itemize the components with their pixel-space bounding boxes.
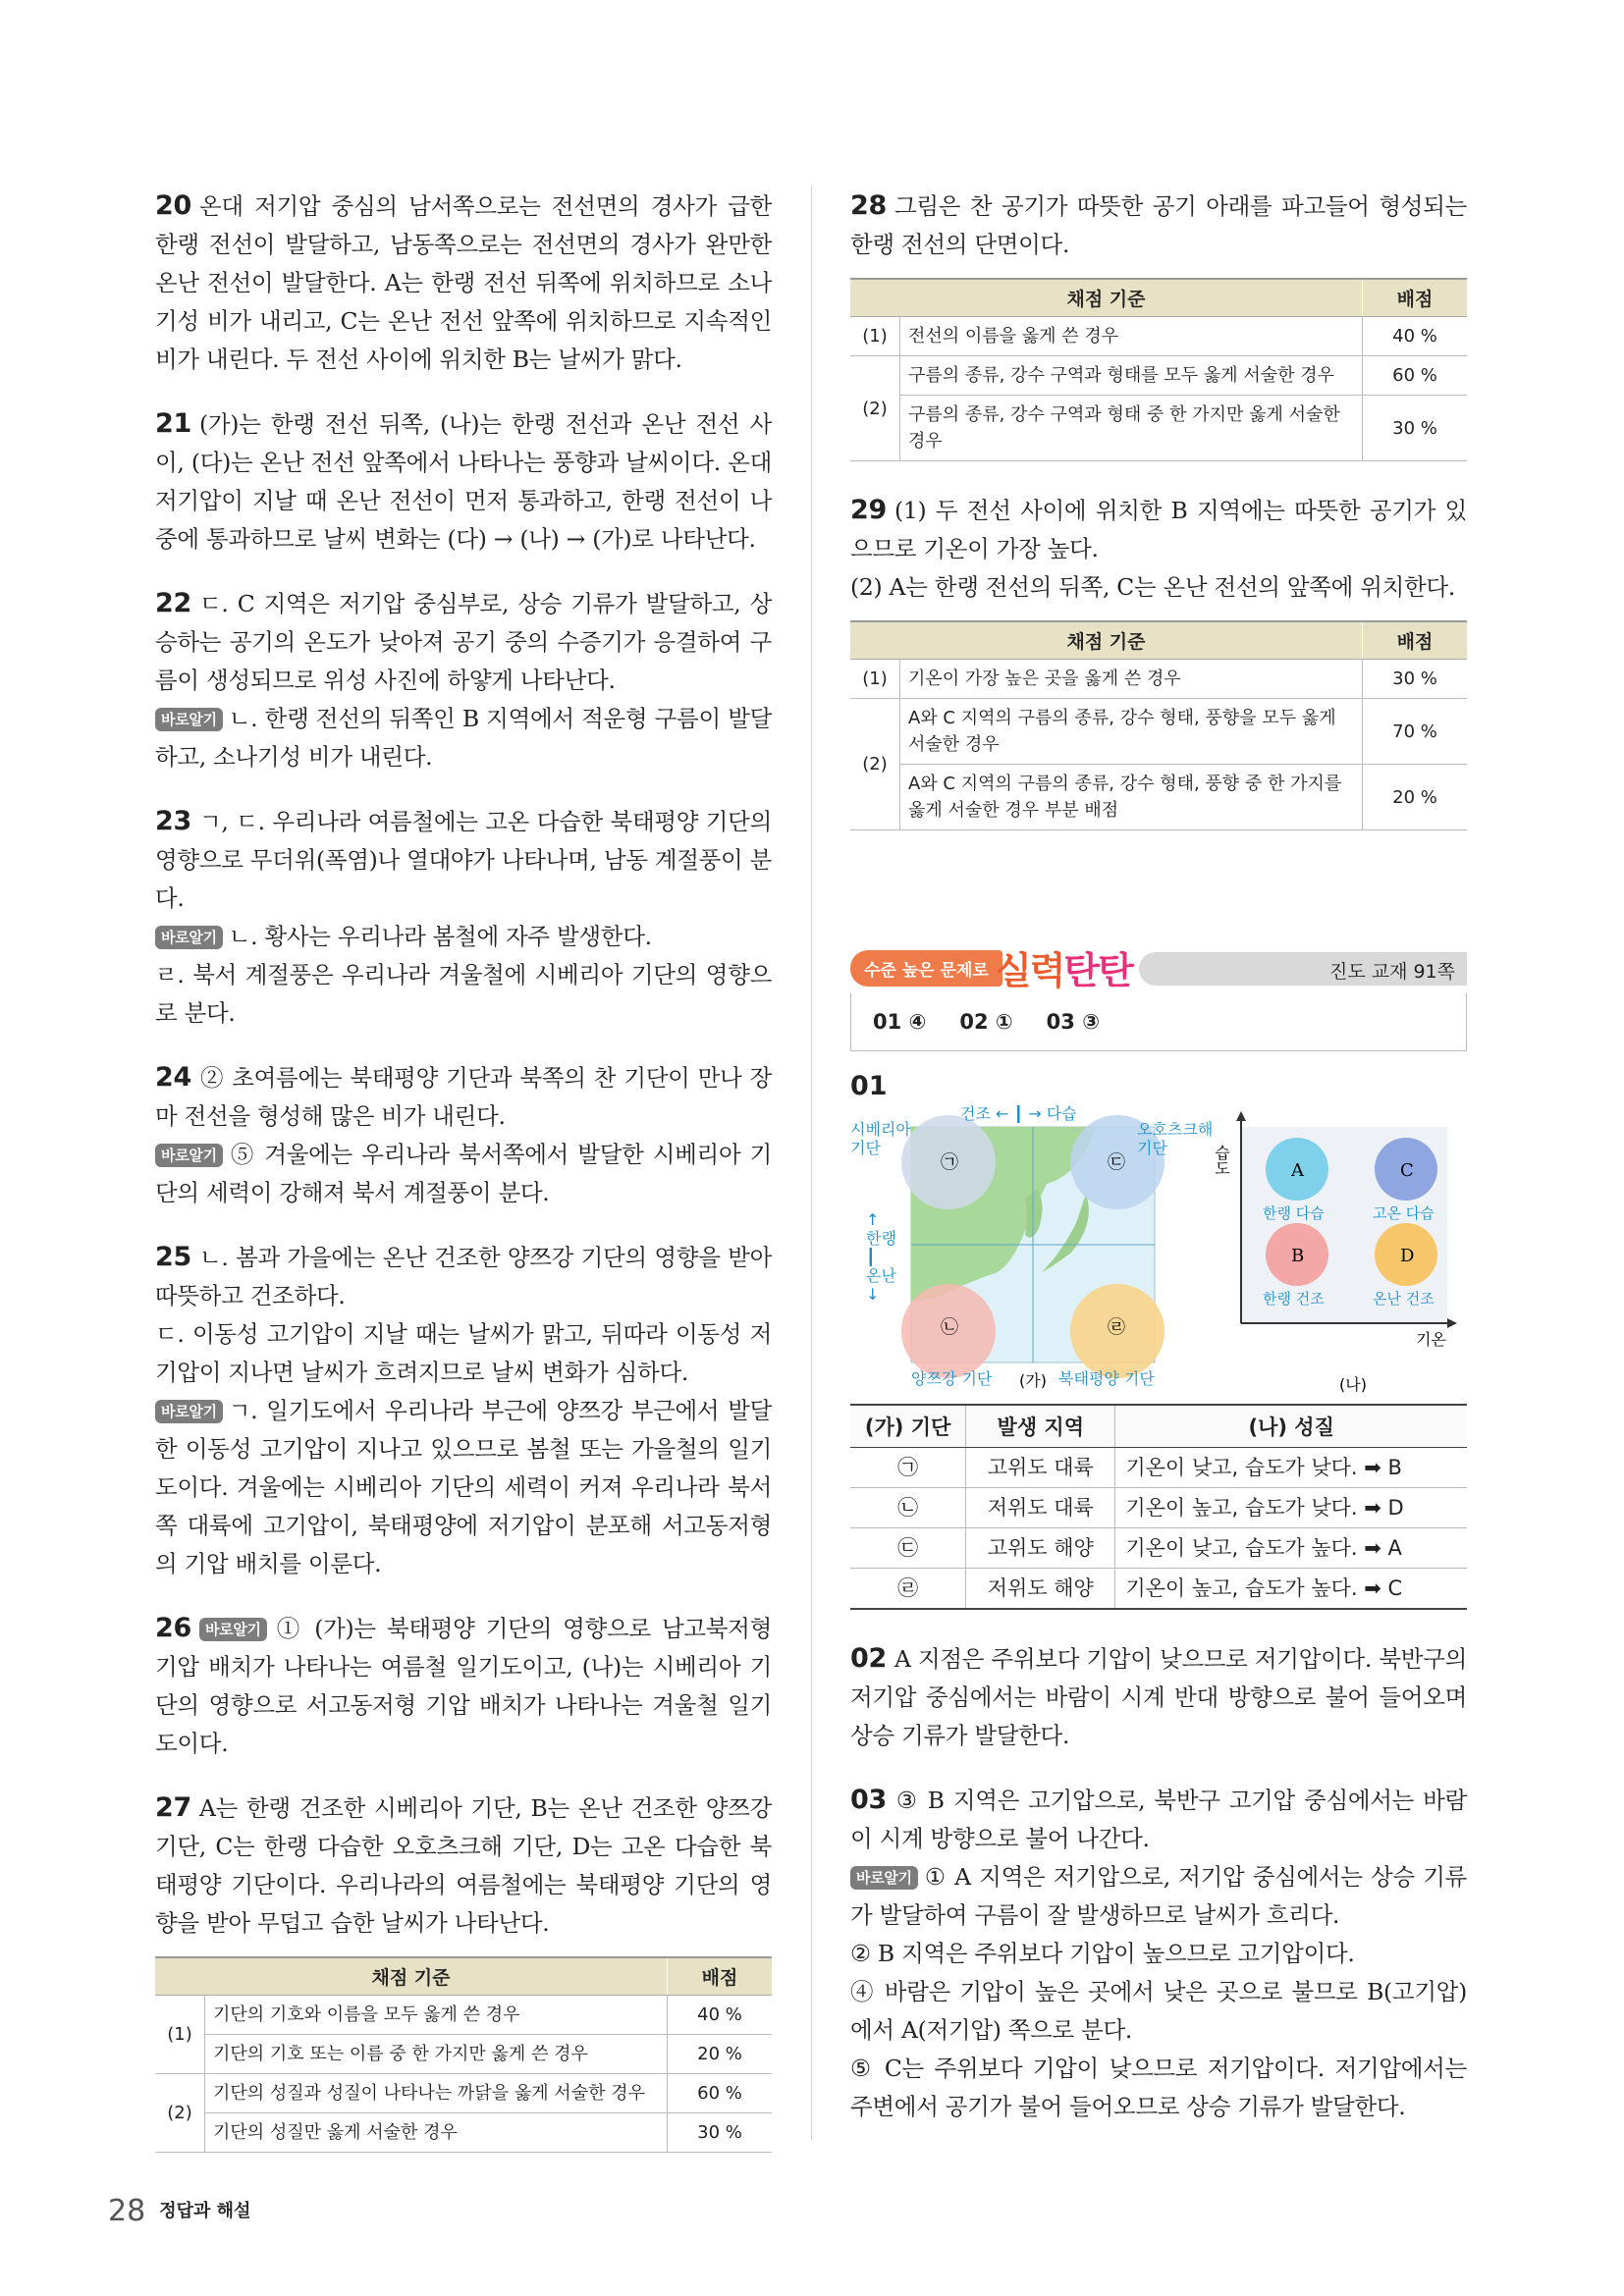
answer-text: ㄱ, ㄷ. 우리나라 여름철에는 고온 다습한 북태평양 기단의 영향으로 무더위(폭염)나 열대야가 나타나며, 남동 계절풍이 분다.: [155, 808, 772, 912]
answer-22: [155, 584, 772, 776]
answer-key-item: 02 ①: [959, 1010, 1013, 1034]
table-row: (2) 기단의 성질과 성질이 나타나는 까닭을 옳게 서술한 경우 60 %: [155, 2074, 772, 2113]
question-number: 26: [155, 1613, 191, 1643]
answer-23: [155, 802, 772, 1033]
correction-badge: 바로알기: [155, 926, 223, 949]
correction-badge: 바로알기: [155, 1144, 223, 1167]
correction-badge: 바로알기: [155, 1400, 223, 1423]
okhotsk-label: 오호츠크해 기단: [1137, 1120, 1214, 1157]
answer-text: 그림은 찬 공기가 따뜻한 공기 아래를 파고들어 형성되는 한랭 전선의 단면이다.: [850, 192, 1467, 258]
point-B: B: [1291, 1246, 1305, 1266]
question-number: 25: [155, 1242, 191, 1272]
column-divider: [811, 187, 812, 2140]
table-header: 발생 지역: [966, 1405, 1115, 1448]
correction-badge: 바로알기: [199, 1618, 267, 1641]
table-row: ㉢ 고위도 해양 기온이 낮고, 습도가 높다. ➡ A: [850, 1528, 1467, 1569]
correction-text: ① A 지역은 저기압으로, 저기압 중심에서는 상승 기류가 발달하여 구름이 잘 발생하므로 날씨가 흐리다.: [850, 1863, 1467, 1929]
textbook-page-ref: 진도 교재 91쪽: [1328, 961, 1455, 983]
point-D: D: [1400, 1246, 1415, 1266]
label-cold-dry: 한랭 건조: [1263, 1290, 1325, 1308]
air-mass-table: [850, 1404, 1467, 1610]
table-row: ㉡ 저위도 대륙 기온이 높고, 습도가 낮다. ➡ D: [850, 1488, 1467, 1528]
answer-21: [155, 404, 772, 559]
table-row: ㉠ 고위도 대륙 기온이 낮고, 습도가 낮다. ➡ B: [850, 1448, 1467, 1488]
answer-20: [155, 187, 772, 379]
answer-key-item: 03 ③: [1046, 1010, 1100, 1034]
question-number: 03: [850, 1785, 887, 1815]
temperature-axis-label: 기온: [1416, 1330, 1446, 1349]
answer-27: [155, 1789, 772, 1943]
answer-28: [850, 187, 1467, 264]
table-row: A와 C 지역의 구름의 종류, 강수 형태, 풍향 중 한 가지를 옳게 서술한 경우 부분 배점 20 %: [850, 765, 1467, 830]
question-number: 01: [850, 1071, 888, 1101]
banner-tag: 수준 높은 문제로: [850, 950, 1002, 987]
pacific-label: 북태평양 기단: [1058, 1369, 1155, 1388]
figure-ga-label: (가): [1019, 1371, 1047, 1390]
answer-text: ② 초여름에는 북태평양 기단과 북쪽의 찬 기단이 만나 장마 전선을 형성해 많은 비가 내린다.: [155, 1064, 772, 1130]
label-cold-humid: 한랭 다습: [1263, 1204, 1325, 1222]
table-header: 채점 기준: [155, 1957, 668, 1996]
answer-text: ㄷ. C 지역은 저기압 중심부로, 상승 기류가 발달하고, 상승하는 공기의 온도가 낮아져 공기 중의 수증기가 응결하여 구름이 생성되므로 위성 사진에 하얗게 나타난다.: [155, 590, 772, 694]
table-row: (1) 기온이 가장 높은 곳을 옳게 쓴 경우 30 %: [850, 660, 1467, 699]
answer-24: [155, 1058, 772, 1212]
siberia-label: 시베리아 기단: [850, 1120, 911, 1157]
label-warm-dry: 온난 건조: [1373, 1290, 1435, 1308]
answer-text: A 지점은 주위보다 기압이 낮으므로 저기압이다. 북반구의 저기압 중심에서는 바람이 시계 반대 방향으로 불어 들어오며 상승 기류가 발달한다.: [850, 1645, 1467, 1749]
answer-26: [155, 1609, 772, 1763]
answer-key: [850, 993, 1467, 1051]
answer-text: 온대 저기압 중심의 남서쪽으로는 전선면의 경사가 급한 한랭 전선이 발달하고, 남동쪽으로는 전선면의 경사가 완만한 온난 전선이 발달한다. A는 한랭 전선 뒤쪽에 위치하므로 소나기성 비가 내리고, C는 온난 전선 앞쪽에 위치하므로 지속적인 비가 내린다. 두 전선 사이에 위치한 B는 날씨가 맑다.: [155, 192, 772, 373]
question-number: 02: [850, 1643, 887, 1674]
table-row: ㉣ 저위도 해양 기온이 높고, 습도가 높다. ➡ C: [850, 1569, 1467, 1610]
question-number: 20: [155, 190, 191, 221]
cold-warm-axis: ↑ 한랭 ┃ 온난 ↓: [866, 1210, 896, 1304]
answer-02: [850, 1639, 1467, 1755]
question-number: 21: [155, 408, 191, 439]
table-header: (가) 기단: [850, 1405, 966, 1448]
correction-text: ㄴ. 한랭 전선의 뒤쪽인 B 지역에서 적운형 구름이 발달하고, 소나기성 비가 내린다.: [155, 705, 772, 771]
answer-text: (1) 두 전선 사이에 위치한 B 지역에는 따뜻한 공기가 있으므로 기온이 가장 높다.: [850, 497, 1467, 562]
answer-text: ㄷ. 이동성 고기압이 지날 때는 날씨가 맑고, 뒤따라 이동성 저기압이 지나면 날씨가 흐려지므로 날씨 변화가 심하다.: [155, 1320, 772, 1386]
question-number: 22: [155, 588, 191, 618]
scoring-table-27: [155, 1956, 772, 2153]
question-number: 28: [850, 190, 887, 221]
question-number: 24: [155, 1062, 191, 1093]
section-banner: [850, 944, 1467, 993]
table-row: 기단의 성질만 옳게 서술한 경우 30 %: [155, 2113, 772, 2153]
correction-badge: 바로알기: [155, 708, 223, 731]
table-row: (1) 기단의 기호와 이름을 모두 옳게 쓴 경우 40 %: [155, 1996, 772, 2035]
table-header: 채점 기준: [850, 279, 1363, 317]
right-column: [850, 187, 1467, 2152]
table-row: 구름의 종류, 강수 구역과 형태 중 한 가지만 옳게 서술한 경우 30 %: [850, 396, 1467, 461]
scoring-table-29: [850, 620, 1467, 830]
answer-key-item: 01 ④: [873, 1010, 927, 1034]
table-header: (나) 성질: [1115, 1405, 1467, 1448]
question-number: 23: [155, 806, 191, 836]
table-header: 배점: [1363, 279, 1468, 317]
question-number: 27: [155, 1792, 191, 1823]
correction-text: ④ 바람은 기압이 높은 곳에서 낮은 곳으로 불므로 B(고기압)에서 A(저기압) 쪽으로 분다.: [850, 1978, 1467, 2044]
correction-text: ㄹ. 북서 계절풍은 우리나라 겨울철에 시베리아 기단의 영향으로 분다.: [155, 961, 772, 1027]
answer-25: [155, 1238, 772, 1583]
label-hot-humid: 고온 다습: [1373, 1204, 1435, 1222]
table-header: 배점: [1363, 621, 1468, 660]
correction-text: ㄱ. 일기도에서 우리나라 부근에 양쯔강 부근에서 발달한 이동성 고기압이 지나고 있으므로 봄철 또는 가을철의 일기도이다. 겨울에는 시베리아 기단의 세력이 커져 우리나라 북서쪽 대륙에 고기압이, 북태평양에 저기압이 분포해 서고동저형의 기압 배치를 이룬다.: [155, 1397, 772, 1577]
yangtze-label: 양쯔강 기단: [911, 1369, 993, 1388]
footer-label: 정답과 해설: [159, 2201, 251, 2221]
question-number: 29: [850, 495, 887, 525]
dry-wet-axis: 건조 ← ┃ → 다습: [960, 1105, 1077, 1123]
banner-logo: 실력탄탄: [996, 949, 1132, 992]
correction-text: ② B 지역은 주위보다 기압이 높으므로 고기압이다.: [850, 1940, 1355, 1967]
table-row: (2) 구름의 종류, 강수 구역과 형태를 모두 옳게 서술한 경우 60 %: [850, 356, 1467, 396]
page-footer: [108, 2194, 250, 2228]
mass-label-3: ㉢: [1108, 1152, 1125, 1173]
answer-text: (가)는 한랭 전선 뒤쪽, (나)는 한랭 전선과 온난 전선 사이, (다)는 온난 전선 앞쪽에서 나타나는 풍향과 날씨이다. 온대 저기압이 지날 때 온난 전선이 먼저 통과하고, 한랭 전선이 나중에 통과하므로 날씨 변화는 (다) → (나) → (가)로 나타난다.: [155, 410, 772, 553]
answer-text: ③ B 지역은 고기압으로, 북반구 고기압 중심에서는 바람이 시계 방향으로 불어 나간다.: [850, 1787, 1467, 1852]
air-mass-diagram: [850, 1105, 1467, 1400]
mass-label-4: ㉣: [1108, 1317, 1125, 1338]
correction-badge: 바로알기: [850, 1866, 918, 1890]
answer-text: A는 한랭 건조한 시베리아 기단, B는 온난 건조한 양쯔강 기단, C는 한랭 다습한 오호츠크해 기단, D는 고온 다습한 북태평양 기단이다. 우리나라의 여름철에는 북태평양 기단의 영향을 받아 무덥고 습한 날씨가 나타난다.: [155, 1794, 772, 1937]
point-A: A: [1291, 1160, 1304, 1181]
mass-label-1: ㉠: [941, 1152, 958, 1173]
answer-29: [850, 491, 1467, 607]
scoring-table-28: [850, 278, 1467, 461]
table-header: 배점: [668, 1957, 773, 1996]
answer-text: ㄴ. 봄과 가을에는 온난 건조한 양쯔강 기단의 영향을 받아 따뜻하고 건조하다.: [155, 1244, 772, 1309]
table-header: 채점 기준: [850, 621, 1363, 660]
correction-text: ㄴ. 황사는 우리나라 봄철에 자주 발생한다.: [228, 923, 652, 950]
table-row: (1) 전선의 이름을 옳게 쓴 경우 40 %: [850, 317, 1467, 356]
point-C: C: [1400, 1160, 1414, 1181]
figure-na-label: (나): [1339, 1375, 1367, 1394]
air-mass-figure: [850, 1105, 1467, 1400]
humidity-axis-label: 습도: [1212, 1145, 1231, 1176]
answer-text: (2) A는 한랭 전선의 뒤쪽, C는 온난 전선의 앞쪽에 위치한다.: [850, 573, 1456, 601]
correction-text: ⑤ 겨울에는 우리나라 북서쪽에서 발달한 시베리아 기단의 세력이 강해져 북서 계절풍이 분다.: [155, 1141, 772, 1206]
table-row: 기단의 기호 또는 이름 중 한 가지만 옳게 쓴 경우 20 %: [155, 2035, 772, 2074]
answer-text: ① (가)는 북태평양 기단의 영향으로 남고북저형 기압 배치가 나타나는 여름철 일기도이고, (나)는 시베리아 기단의 영향으로 서고동저형 기압 배치가 나타나는 겨울철 일기도이다.: [155, 1615, 772, 1757]
mass-label-2: ㉡: [941, 1317, 958, 1338]
table-row: (2) A와 C 지역의 구름의 종류, 강수 형태, 풍향을 모두 옳게 서술한 경우 70 %: [850, 699, 1467, 765]
answer-03: [850, 1781, 1467, 2126]
left-column: [155, 187, 772, 2182]
page-number: 28: [108, 2194, 146, 2228]
correction-text: ⑤ C는 주위보다 기압이 낮으므로 저기압이다. 저기압에서는 주변에서 공기가 불어 들어오므로 상승 기류가 발달한다.: [850, 2055, 1467, 2120]
